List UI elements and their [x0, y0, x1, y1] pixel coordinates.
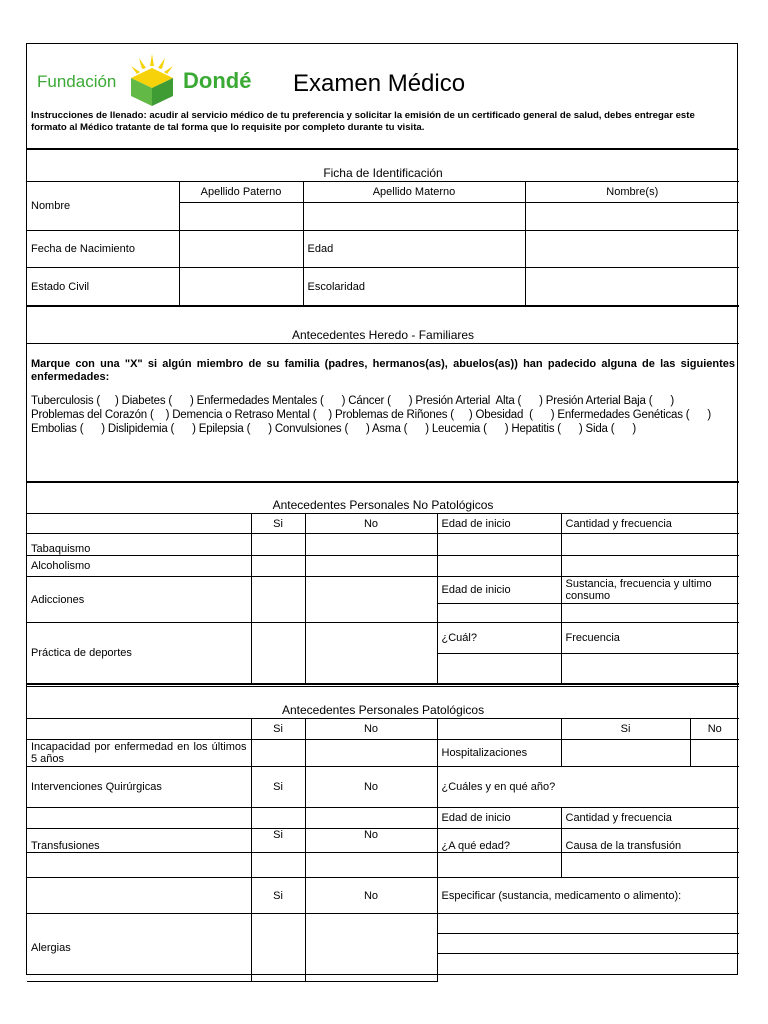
header-no-hosp: No — [690, 719, 739, 740]
blank-alergias-top[interactable] — [27, 878, 251, 914]
field-alcoholismo-cantidad[interactable] — [561, 556, 739, 577]
label-adicciones: Adicciones — [27, 577, 251, 623]
field-incapacidad-no[interactable] — [305, 740, 437, 767]
page-title: Examen Médico — [293, 70, 466, 97]
header-a-que-edad: ¿A qué edad? — [437, 829, 561, 853]
label-transfusiones: Transfusiones — [27, 829, 251, 853]
field-transfusiones-si[interactable] — [251, 853, 305, 878]
field-alcoholismo-no[interactable] — [305, 556, 437, 577]
label-fecha-nacimiento: Fecha de Nacimiento — [27, 231, 179, 268]
header-causa: Causa de la transfusión — [561, 829, 739, 853]
label-nombre: Nombre — [27, 182, 179, 231]
field-deportes-frecuencia[interactable] — [561, 654, 739, 684]
field-tabaquismo-si[interactable] — [251, 534, 305, 556]
field-fecha-nacimiento[interactable] — [179, 231, 303, 268]
cube-logo-icon — [129, 54, 175, 106]
header-cual: ¿Cuál? — [437, 623, 561, 654]
field-apellido-materno[interactable] — [303, 203, 525, 231]
field-incapacidad-si[interactable] — [251, 740, 305, 767]
label-edad: Edad — [303, 231, 525, 268]
blank-header-p — [27, 719, 251, 740]
patologicos-table — [27, 684, 739, 982]
field-alergias-si[interactable] — [251, 914, 305, 982]
label-escolaridad: Escolaridad — [303, 268, 525, 306]
field-nombres[interactable] — [525, 203, 739, 231]
disease-line-1[interactable]: Tuberculosis ( ) Diabetes ( ) Enfermedades Mentales ( ) Cáncer ( ) Presión Arterial Alta ( ) Presión Arterial Baja ( ) — [31, 395, 674, 407]
section-title-patologicos: Antecedentes Personales Patológicos — [27, 686, 739, 719]
field-alergias-line-2[interactable] — [437, 934, 739, 954]
label-tabaquismo: Tabaquismo — [27, 534, 251, 556]
label-intervenciones-no: No — [305, 767, 437, 808]
header-sustancia: Sustancia, frecuencia y ultimo consumo — [561, 577, 739, 604]
field-deportes-cual[interactable] — [437, 654, 561, 684]
header-si: Si — [251, 514, 305, 534]
label-hospitalizaciones: Hospitalizaciones — [437, 740, 561, 767]
header-si-hosp: Si — [561, 719, 690, 740]
instructions-text: Instrucciones de llenado: acudir al servicio médico de tu preferencia y solicitar la emisión de un certificado general de salud, debes entregar este formato al Médico tratante de tal forma que lo requisite por completo durante tu visita. — [31, 110, 695, 133]
header-edad-inicio: Edad de inicio — [437, 514, 561, 534]
field-alergias-line-3[interactable] — [437, 954, 739, 982]
header-apellido-paterno: Apellido Paterno — [179, 182, 303, 203]
fundacion-donde-logo — [37, 54, 277, 110]
family-diseases-box — [27, 344, 739, 482]
field-tabaquismo-no[interactable] — [305, 534, 437, 556]
label-intervenciones-si: Si — [251, 767, 305, 808]
field-adicciones-si[interactable] — [251, 577, 305, 623]
field-adicciones-sustancia[interactable] — [561, 604, 739, 623]
field-adicciones-edad[interactable] — [437, 604, 561, 623]
label-alergias: Alergias — [27, 914, 251, 982]
ficha-identificacion-table — [27, 149, 739, 306]
field-alergias-no[interactable] — [305, 914, 437, 982]
header-apellido-materno: Apellido Materno — [303, 182, 525, 203]
field-deportes-si[interactable] — [251, 623, 305, 684]
label-especificar: Especificar (sustancia, medicamento o alimento): — [437, 878, 739, 914]
field-escolaridad[interactable] — [525, 268, 739, 306]
field-adicciones-no[interactable] — [305, 577, 437, 623]
field-alergias-line-1[interactable] — [437, 914, 739, 934]
label-cuales: ¿Cuáles y en qué año? — [437, 767, 739, 808]
field-alcoholismo-edad[interactable] — [437, 556, 561, 577]
field-hosp-no[interactable] — [690, 740, 739, 767]
field-intervenciones-no[interactable] — [305, 808, 437, 829]
header-cantidad-frecuencia-p: Cantidad y frecuencia — [561, 808, 739, 829]
label-alcoholismo: Alcoholismo — [27, 556, 251, 577]
field-transfusiones-blank[interactable] — [27, 853, 251, 878]
logo-text-fundacion: Fundación — [37, 72, 117, 91]
family-instruction: Marque con una "X" si algún miembro de su familia (padres, hermanos(as), abuelos(as)) han padecido alguna de las siguientes enfermedades: — [31, 358, 735, 383]
field-tabaquismo-cantidad[interactable] — [561, 534, 739, 556]
no-patologicos-table — [27, 482, 739, 684]
header-edad-inicio-adicciones: Edad de inicio — [437, 577, 561, 604]
label-deportes: Práctica de deportes — [27, 623, 251, 684]
field-alcoholismo-si[interactable] — [251, 556, 305, 577]
logo-text-donde: Dondé — [183, 68, 252, 93]
blank-header — [27, 514, 251, 534]
field-apellido-paterno[interactable] — [179, 203, 303, 231]
header-si-p: Si — [251, 719, 305, 740]
section-title-no-patologicos: Antecedentes Personales No Patológicos — [27, 483, 739, 514]
label-alergias-no: No — [305, 878, 437, 914]
disease-checklist[interactable] — [31, 394, 735, 436]
header-no: No — [305, 514, 437, 534]
form-header — [27, 44, 737, 149]
medical-exam-form — [26, 43, 738, 975]
field-tabaquismo-edad[interactable] — [437, 534, 561, 556]
label-estado-civil: Estado Civil — [27, 268, 179, 306]
heredo-familiares-table — [27, 306, 739, 482]
header-frecuencia: Frecuencia — [561, 623, 739, 654]
field-transfusiones-causa[interactable] — [561, 853, 739, 878]
label-incapacidad: Incapacidad por enfermedad en los últimos 5 años — [27, 740, 251, 767]
header-no-p: No — [305, 719, 437, 740]
disease-line-2[interactable]: Problemas del Corazón ( ) Demencia o Retraso Mental ( ) Problemas de Riñones ( ) Obesidad ( ) Enfermedades Genéticas ( ) — [31, 409, 711, 421]
field-hosp-si[interactable] — [561, 740, 690, 767]
label-transfusiones-si: Si — [251, 829, 305, 853]
field-estado-civil[interactable] — [179, 268, 303, 306]
label-alergias-si: Si — [251, 878, 305, 914]
field-edad[interactable] — [525, 231, 739, 268]
section-title-heredo: Antecedentes Heredo - Familiares — [27, 307, 739, 344]
field-intervenciones-si[interactable] — [251, 808, 305, 829]
field-deportes-no[interactable] — [305, 623, 437, 684]
section-title-ficha: Ficha de Identificación — [27, 150, 739, 182]
field-transfusiones-edad[interactable] — [437, 853, 561, 878]
field-intervenciones-blank[interactable] — [27, 808, 251, 829]
label-intervenciones: Intervenciones Quirúrgicas — [27, 767, 251, 808]
header-cantidad-frecuencia: Cantidad y frecuencia — [561, 514, 739, 534]
blank-header-p2 — [437, 719, 561, 740]
field-transfusiones-no[interactable] — [305, 853, 437, 878]
header-nombres: Nombre(s) — [525, 182, 739, 203]
label-transfusiones-no: No — [305, 829, 437, 853]
disease-line-3[interactable]: Embolias ( ) Dislipidemia ( ) Epilepsia ( ) Convulsiones ( ) Asma ( ) Leucemia ( ) Hepatitis ( ) Sida ( ) — [31, 423, 636, 435]
header-edad-inicio-p: Edad de inicio — [437, 808, 561, 829]
